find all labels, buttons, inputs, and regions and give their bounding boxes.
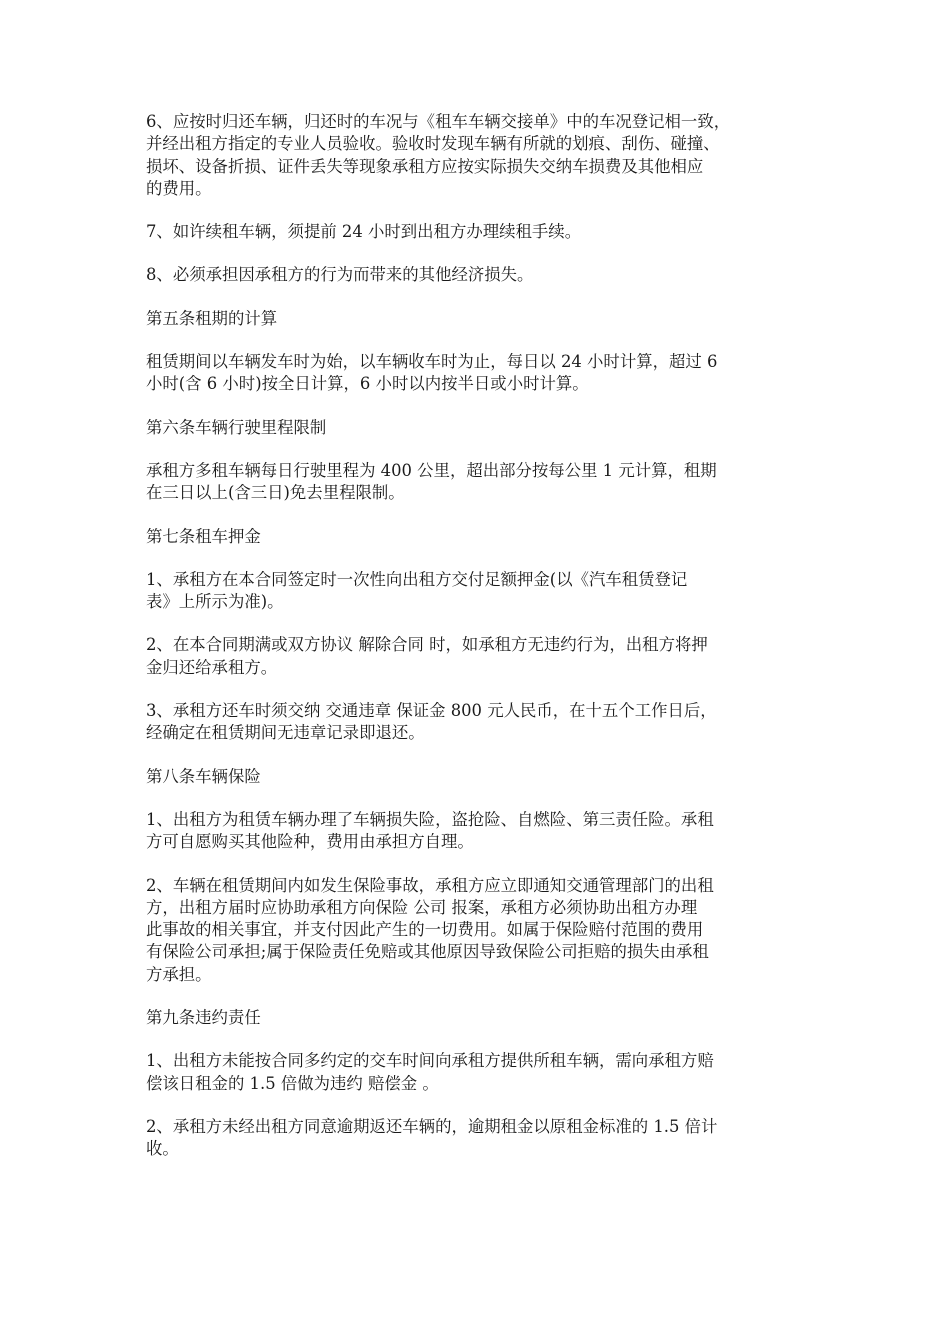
text-line: 的费用。 bbox=[146, 178, 212, 198]
text-line: 经确定在租赁期间无违章记录即退还。 bbox=[146, 723, 425, 743]
text-line: 7、如许续租车辆，须提前 24 小时到出租方办理续租手续。 bbox=[146, 222, 582, 242]
text-line: 8、必须承担因承租方的行为而带来的其他经济损失。 bbox=[146, 265, 534, 285]
article-7-item-1 bbox=[146, 569, 818, 614]
text-line: 表》上所示为准)。 bbox=[146, 592, 284, 612]
clause-7-extend-rental bbox=[146, 221, 818, 243]
article-7-item-2 bbox=[146, 634, 818, 679]
article-6-body bbox=[146, 460, 818, 505]
text-line: 2、承租方未经出租方同意逾期返还车辆的，逾期租金以原租金标准的 1.5 倍计 bbox=[146, 1116, 718, 1136]
text-line: 租赁期间以车辆发车时为始，以车辆收车时为止，每日以 24 小时计算，超过 6 bbox=[146, 352, 718, 372]
heading-text: 第五条租期的计算 bbox=[146, 308, 278, 328]
article-8-item-1 bbox=[146, 809, 818, 854]
heading-text: 第九条违约责任 bbox=[146, 1008, 261, 1028]
text-line: 6、应按时归还车辆，归还时的车况与《租车车辆交接单》中的车况登记相一致， bbox=[146, 112, 731, 131]
section-heading-article-8 bbox=[146, 766, 818, 788]
text-line: 方可自愿购买其他险种，费用由承担方自理。 bbox=[146, 832, 474, 852]
article-8-item-2 bbox=[146, 875, 818, 986]
text-line: 损坏、设备折损、证件丢失等现象承租方应按实际损失交纳车损费及其他相应 bbox=[146, 156, 704, 176]
text-line: 偿该日租金的 1.5 倍做为违约 赔偿金 。 bbox=[146, 1073, 439, 1093]
text-line: 金归还给承租方。 bbox=[146, 657, 278, 677]
section-heading-article-5 bbox=[146, 308, 818, 330]
text-line: 在三日以上(含三日)免去里程限制。 bbox=[146, 483, 405, 503]
text-line: 有保险公司承担;属于保险责任免赔或其他原因导致保险公司拒赔的损失由承租 bbox=[146, 942, 709, 962]
article-9-item-1 bbox=[146, 1050, 818, 1095]
text-line: 小时(含 6 小时)按全日计算，6 小时以内按半日或小时计算。 bbox=[146, 374, 589, 394]
document-page bbox=[146, 111, 818, 1182]
heading-text: 第八条车辆保险 bbox=[146, 766, 261, 786]
section-heading-article-9 bbox=[146, 1007, 818, 1029]
text-line: 1、出租方未能按合同多约定的交车时间向承租方提供所租车辆，需向承租方赔 bbox=[146, 1051, 714, 1071]
text-line: 此事故的相关事宜，并支付因此产生的一切费用。如属于保险赔付范围的费用 bbox=[146, 920, 704, 940]
text-line: 1、承租方在本合同签定时一次性向出租方交付足额押金(以《汽车租赁登记 bbox=[146, 569, 688, 589]
text-line: 方承担。 bbox=[146, 964, 212, 984]
heading-text: 第七条租车押金 bbox=[146, 526, 261, 546]
article-5-body bbox=[146, 351, 818, 396]
article-9-item-2 bbox=[146, 1116, 818, 1161]
text-line: 收。 bbox=[146, 1139, 179, 1159]
heading-text: 第六条车辆行驶里程限制 bbox=[146, 417, 327, 437]
text-line: 承租方多租车辆每日行驶里程为 400 公里，超出部分按每公里 1 元计算，租期 bbox=[146, 460, 717, 480]
text-line: 3、承租方还车时须交纳 交通违章 保证金 800 元人民币，在十五个工作日后， bbox=[146, 701, 717, 721]
section-heading-article-6 bbox=[146, 417, 818, 439]
text-line: 2、在本合同期满或双方协议 解除合同 时，如承租方无违约行为，出租方将押 bbox=[146, 635, 708, 655]
text-line: 2、车辆在租赁期间内如发生保险事故，承租方应立即通知交通管理部门的出租 bbox=[146, 875, 714, 895]
text-line: 方，出租方届时应协助承租方向保险 公司 报案，承租方必须协助出租方办理 bbox=[146, 897, 698, 917]
clause-8-economic-losses bbox=[146, 264, 818, 286]
section-heading-article-7 bbox=[146, 526, 818, 548]
text-line: 并经出租方指定的专业人员验收。验收时发现车辆有所就的划痕、刮伤、碰撞、 bbox=[146, 134, 720, 154]
article-7-item-3 bbox=[146, 700, 818, 745]
text-line: 1、出租方为租赁车辆办理了车辆损失险，盗抢险、自燃险、第三责任险。承租 bbox=[146, 809, 714, 829]
clause-6-return-vehicle bbox=[146, 111, 818, 200]
